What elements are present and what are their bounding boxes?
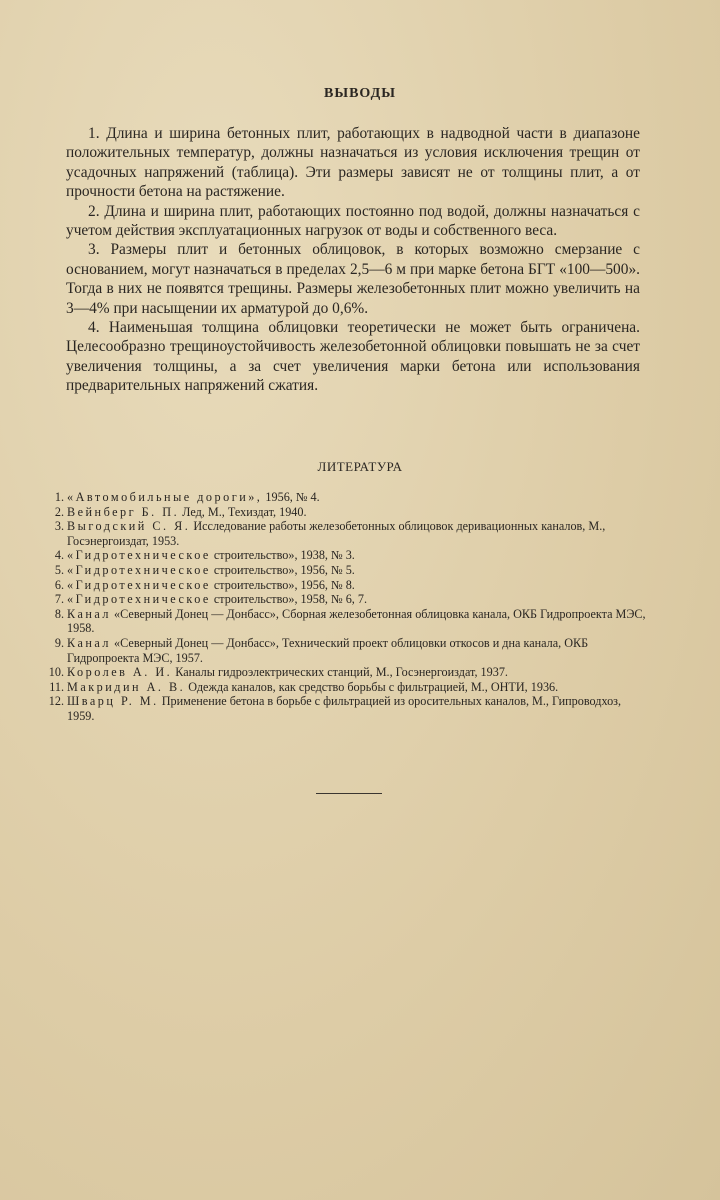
conclusion-paragraph-3: 3. Размеры плит и бетонных облицовок, в которых возможно смерзание с основанием, могут назначаться в пределах 2,5—6 м при марке бетона БГТ «100—500». Тогда в них не появятся трещины. Размеры железобетонных плит можно увеличить на 3—4% при насыщении их арматурой до 0,6%. (66, 241, 640, 317)
reference-item: 5. «Гидротехническое строительство», 1956, № 5. (54, 562, 355, 577)
conclusion-paragraph-4: 4. Наименьшая толщина облицовки теоретически не может быть ограничена. Целесообразно трещиноустойчивость железобетонной облицовки повышать не за счет увеличения толщины, а за счет увеличения марки бетона или использования предварительных напряжений сжатия. (66, 319, 640, 395)
reference-item: 6. «Гидротехническое строительство», 1956, № 8. (54, 577, 355, 592)
reference-item: 2. Вейнберг Б. П. Лед, М., Техиздат, 1940. (54, 504, 307, 519)
reference-item: 1. «Автомобильные дороги», 1956, № 4. (54, 490, 320, 504)
conclusions-text (66, 124, 640, 396)
reference-list (34, 490, 646, 724)
conclusion-paragraph-2: 2. Длина и ширина плит, работающих постоянно под водой, должны назначаться с учетом действия эксплуатационных нагрузок от воды и собственного веса. (66, 202, 640, 240)
conclusion-paragraph-1: 1. Длина и ширина бетонных плит, работающих в надводной части в диапазоне положительных температур, должны назначаться из условия исключения трещин от усадочных напряжений (таблица). Эти размеры зависят не от толщины плит, а от прочности бетона на растяжение. (66, 125, 640, 201)
reference-item: 11. Макридин А. В. Одежда каналов, как средство борьбы с фильтрацией, М., ОНТИ, 1936. (49, 679, 559, 694)
reference-item: 10. Королев А. И. Каналы гидроэлектрических станций, М., Госэнергоиздат, 1937. (48, 665, 508, 680)
reference-item: 7. «Гидротехническое строительство», 1958, № 6, 7. (54, 592, 368, 607)
end-divider (316, 793, 382, 794)
reference-item: 12. Шварц Р. М. Применение бетона в борьбе с фильтрацией из оросительных каналов, М., Гипроводхоз, 1959. (48, 694, 622, 723)
literature-title: ЛИТЕРАТУРА (317, 459, 403, 474)
reference-item: 3. Выгодский С. Я. Исследование работы железобетонных облицовок деривационных каналов, М., Госэнергоиздат, 1953. (54, 519, 606, 548)
section-title: ВЫВОДЫ (324, 86, 396, 101)
reference-item: 9. Канал «Северный Донец — Донбасс», Технический проект облицовки откосов и дна канала, ОКБ Гидропроекта МЭС, 1957. (54, 635, 589, 665)
reference-item: 4. «Гидротехническое строительство», 1938, № 3. (54, 548, 355, 563)
reference-item: 8. Канал «Северный Донец — Донбасс», Сборная железобетонная облицовка канала, ОКБ Гидропроекта МЭС, 1958. (54, 606, 646, 636)
